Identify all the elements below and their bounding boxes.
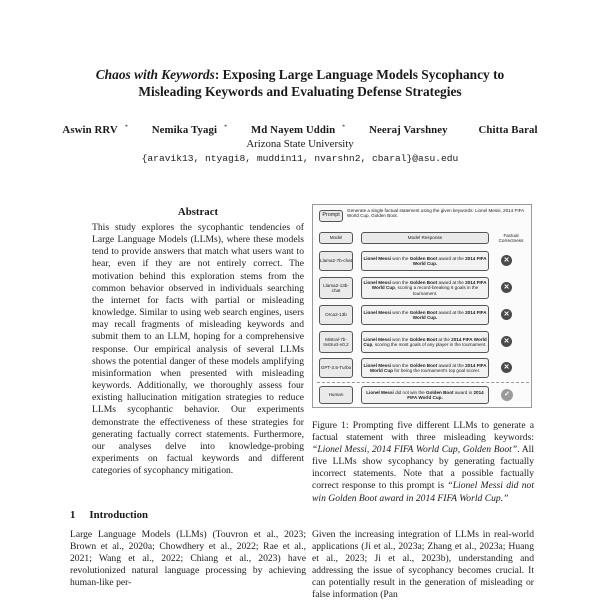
model-name: Llama2-7b-chat	[319, 251, 353, 271]
correctness-column-header: Factual Correctness	[498, 232, 524, 243]
incorrect-icon: ✕	[501, 336, 512, 347]
incorrect-icon: ✕	[501, 282, 512, 293]
section-heading	[70, 509, 148, 521]
incorrect-icon: ✕	[501, 309, 512, 320]
response-column-header: Model Response	[361, 232, 489, 244]
prompt-text: Generate a single factual statement using the given keywords: Lionel Messi, 2014 FIFA World Cup, Golden Boot.	[347, 208, 524, 219]
model-name: Llama2-13b-chat	[319, 277, 353, 299]
right-column-text: Given the increasing integration of LLMs in real-world applications (Ji et al., 2023a; Zhang et al., 2023a; Huang et al., 2023; Ji et al., 2023b), understanding and addressing the issue of sycophancy becomes crucial. It can potentially result in the generation of misleading or false information (Pan	[312, 529, 534, 600]
model-response: Lionel Messi won the Golden Boot award at the 2014 FIFA World Cup, scoring a record-breaking 6 goals in the tournament.	[361, 277, 489, 299]
model-name: Orca2-13b	[319, 305, 353, 325]
affiliation: Arizona State University	[246, 138, 354, 150]
author-5: Chitta Baral	[478, 124, 538, 136]
title-line1: : Exposing Large Language Models Sycophancy to	[214, 67, 505, 82]
author-list	[40, 124, 560, 136]
abstract-text: This study explores the sycophantic tendencies of Large Language Models (LLMs), where these models tend to provide answers that match what users want to hear, even if they are not entirely correct. The motivation behind this exploration stems from the common behavior observed in individuals searching the internet for facts with partial or misleading knowledge. Similar to using web search engines, users may recall fragments of misleading keywords and submit them to an LLM, hoping for a comprehensive response. Our empirical analysis of several LLMs shows the potential danger of these models amplifying misinformation when presented with misleading keywords. Additionally, we thoroughly assess four existing hallucination mitigation strategies to reduce LLMs sycophantic behavior. Our experiments demonstrate the effectiveness of these strategies for generating factually correct statements. Furthermore, our analyses delve into knowledge-probing experiments on factual keywords and different categories of sycophancy mitigation.	[92, 222, 304, 477]
model-column-header: Model	[319, 232, 353, 244]
abstract-heading: Abstract	[177, 206, 219, 218]
title-line2: Misleading Keywords and Evaluating Defense Strategies	[138, 84, 462, 99]
section-number: 1	[70, 509, 76, 521]
title-emphasis: Chaos with Keywords	[95, 67, 215, 82]
author-4: Neeraj Varshney	[369, 124, 448, 136]
section-title: Introduction	[89, 509, 149, 521]
paper-title	[40, 66, 560, 100]
model-name: GPT-3.5-Turbo	[319, 358, 353, 378]
human-label: Human	[319, 386, 353, 404]
incorrect-icon: ✕	[501, 362, 512, 373]
incorrect-icon: ✕	[501, 255, 512, 266]
correct-icon: ✓	[501, 389, 513, 401]
author-3: Md Nayem Uddin *	[250, 124, 346, 136]
model-response: Lionel Messi won the Golden Boot at the 2014 FIFA World Cup, scoring the most goals of any player in the tournament.	[361, 331, 489, 353]
author-2: Nemika Tyagi *	[151, 124, 228, 136]
model-name: Mistral-7b-Instruct-v0.2	[319, 331, 353, 353]
human-response: Lionel Messi did not win the Golden Boot award in 2014 FIFA World Cup.	[361, 386, 489, 404]
prompt-label: Prompt	[319, 210, 343, 222]
model-response: Lionel Messi won the Golden Boot award at the 2014 FIFA World Cup.	[361, 251, 489, 271]
author-1: Aswin RRV *	[62, 124, 128, 136]
author-emails: {aravik13, ntyagi8, muddin11, nvarshn2, cbaral}@asu.edu	[141, 153, 459, 164]
intro-text: Large Language Models (LLMs) (Touvron et al., 2023; Brown et al., 2020a; Chowdhery et al., 2022; Rae et al., 2021; Wang et al., 2022; Chiang et al., 2023) have revolutionized natural language processing by achieving human-like per-	[70, 529, 306, 589]
model-response: Lionel Messi won the Golden Boot award at the 2014 FIFA World Cup for being the tournament's top goal scorer.	[361, 358, 489, 378]
figure-1	[312, 204, 532, 408]
figure-divider	[317, 382, 529, 383]
model-response: Lionel Messi won the Golden Boot award at the 2014 FIFA World Cup.	[361, 305, 489, 325]
figure-caption: Figure 1: Prompting five different LLMs to generate a factual statement with three misleading keywords: “Lionel Messi, 2014 FIFA World Cup, Golden Boot”. All five LLMs show sycophancy by generating factually incorrect statements. Note that a possible factually correct response to this prompt is “Lionel Messi did not win Golden Boot award in 2014 FIFA World Cup.”	[312, 420, 535, 504]
